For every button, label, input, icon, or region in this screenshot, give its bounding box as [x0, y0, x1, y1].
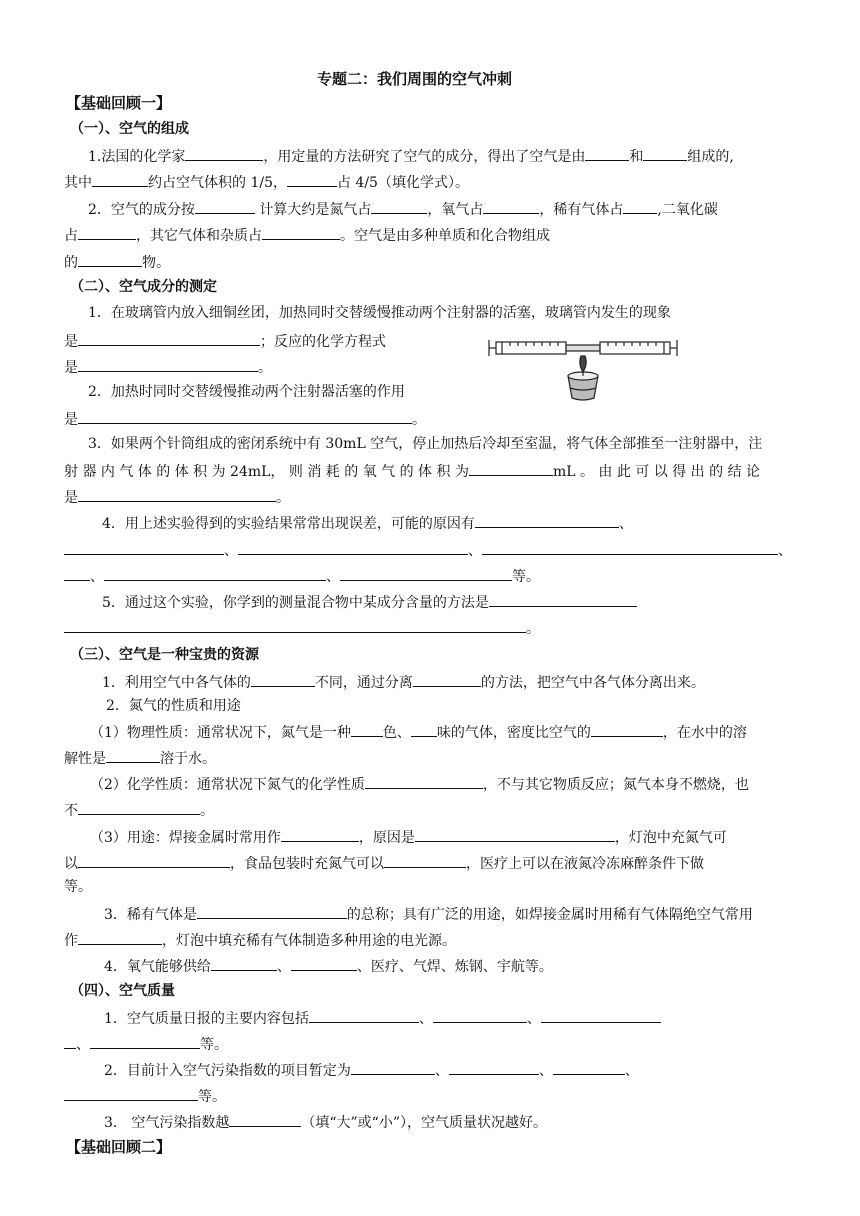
blank[interactable] — [195, 199, 255, 214]
s2-q4-line1: 4．用上述实验得到的实验结果常常出现误差，可能的原因有 、 — [102, 513, 633, 533]
blank[interactable] — [411, 722, 437, 737]
s2-q3-line2: 射 器 内 气 体 的 体 积 为 24mL， 则 消 耗 的 氧 气 的 体 积 为 mL 。 由 此 可 以 得 出 的 结 论 — [64, 461, 760, 481]
blank[interactable] — [541, 1008, 661, 1023]
blank[interactable] — [340, 566, 512, 581]
blank[interactable] — [623, 199, 657, 214]
s3-q1: 1．利用空气中各气体的 不同，通过分离 的方法，把空气中各气体分离出来。 — [102, 672, 705, 692]
blank[interactable] — [449, 1060, 539, 1075]
s3-q4: 4．氧气能够供给 、 、医疗、气焊、炼钢、宇航等。 — [104, 956, 553, 976]
blank[interactable] — [238, 540, 468, 555]
blank[interactable] — [104, 566, 326, 581]
s3-p3-line1: （3）用途：焊接金属时常用作 ，原因是 ，灯泡中充氮气可 — [90, 827, 727, 847]
page-title: 专题二：我们周围的空气冲刺 — [317, 70, 513, 88]
blank[interactable] — [413, 672, 481, 687]
blank[interactable] — [489, 592, 637, 607]
blank[interactable] — [351, 722, 383, 737]
blank[interactable] — [64, 540, 224, 555]
blank[interactable] — [384, 853, 466, 868]
blank[interactable] — [482, 540, 778, 555]
s3-p2-line2: 不 。 — [64, 800, 214, 820]
s2-q1-line2: 是 ；反应的化学方程式 — [64, 331, 386, 351]
s2-q5-line1: 5．通过这个实验，你学到的测量混合物中某成分含量的方法是 — [102, 592, 637, 612]
blank[interactable] — [591, 722, 663, 737]
heading-air-quality: （四）、空气质量 — [70, 983, 175, 999]
blank[interactable] — [309, 1008, 419, 1023]
blank[interactable] — [78, 930, 162, 945]
section-header-review1: 【基础回顾一】 — [66, 94, 172, 112]
blank[interactable] — [78, 409, 412, 424]
blank[interactable] — [64, 566, 90, 581]
heading-air-measurement: （二）、空气成分的测定 — [70, 279, 217, 295]
blank[interactable] — [415, 827, 615, 842]
blank[interactable] — [64, 1086, 198, 1101]
blank[interactable] — [433, 1008, 527, 1023]
blank[interactable] — [262, 225, 340, 240]
s2-q1-line1: 1．在玻璃管内放入细铜丝团，加热同时交替缓慢推动两个注射器的活塞，玻璃管内发生的现象 — [88, 305, 671, 321]
s3-p1-line1: （1）物理性质：通常状况下，氮气是一种 色、 味的气体，密度比空气的 ，在水中的溶 — [90, 722, 747, 742]
blank[interactable] — [78, 487, 276, 502]
blank[interactable] — [78, 800, 200, 815]
blank[interactable] — [251, 672, 315, 687]
blank[interactable] — [553, 1060, 625, 1075]
s3-q2: 2．氮气的性质和用途 — [106, 698, 241, 714]
blank[interactable] — [78, 853, 230, 868]
blank[interactable] — [78, 357, 258, 372]
blank[interactable] — [78, 331, 260, 346]
blank[interactable] — [483, 199, 539, 214]
s1-q1-line1: 1.法国的化学家 ，用定量的方法研究了空气的成分，得出了空气是由 和 组成的, — [88, 146, 734, 166]
heading-air-composition: （一）、空气的组成 — [70, 121, 189, 137]
section-header-review2: 【基础回顾二】 — [66, 1138, 172, 1156]
s2-q1-line3: 是 。 — [64, 357, 272, 377]
s3-p2-line1: （2）化学性质：通常状况下氮气的化学性质 ，不与其它物质反应；氮气本身不燃烧，也 — [90, 774, 749, 794]
heading-air-resource: （三）、空气是一种宝贵的资源 — [70, 647, 259, 663]
blank[interactable] — [78, 225, 136, 240]
blank[interactable] — [469, 461, 553, 476]
blank[interactable] — [64, 1034, 76, 1049]
s3-p3-line3: 等。 — [64, 879, 92, 895]
blank[interactable] — [371, 199, 427, 214]
blank[interactable] — [643, 146, 687, 161]
s3-q3-line2: 作 ，灯泡中填充稀有气体制造多种用途的电光源。 — [64, 930, 456, 950]
s1-q2-line3: 的 物。 — [64, 252, 170, 272]
blank[interactable] — [229, 1112, 301, 1127]
s2-q5-line2: 。 — [64, 618, 540, 638]
blank[interactable] — [351, 1060, 435, 1075]
s4-q2-line1: 2．目前计入空气污染指数的项目暂定为 、 、 、 — [104, 1060, 639, 1080]
blank[interactable] — [185, 146, 263, 161]
blank[interactable] — [78, 252, 142, 267]
s1-q1-line2: 其中 约占空气体积的 1/5， 占 4/5（填化学式）。 — [64, 172, 469, 192]
s4-q1-line1: 1．空气质量日报的主要内容包括 、 、 — [104, 1008, 661, 1028]
s3-p3-line2: 以 ，食品包装时充氮气可以 ，医疗上可以在液氮冷冻麻醉条件下做 — [64, 853, 704, 873]
s2-q4-line3: 、 、 等。 — [64, 566, 540, 586]
s2-q2-line2: 是 。 — [64, 409, 426, 429]
blank[interactable] — [475, 513, 619, 528]
blank[interactable] — [585, 146, 629, 161]
blank[interactable] — [197, 904, 347, 919]
blank[interactable] — [64, 618, 526, 633]
blank[interactable] — [90, 1034, 200, 1049]
blank[interactable] — [106, 748, 160, 763]
blank[interactable] — [287, 172, 337, 187]
blank[interactable] — [211, 956, 277, 971]
blank[interactable] — [365, 774, 483, 789]
s2-q2-line1: 2．加热时同时交替缓慢推动两个注射器活塞的作用 — [88, 384, 405, 400]
blank[interactable] — [92, 172, 148, 187]
s4-q3: 3． 空气污染指数越 （填“大”或“小”），空气质量状况越好。 — [104, 1112, 547, 1132]
blank[interactable] — [291, 956, 357, 971]
syringe-apparatus-figure — [486, 332, 686, 407]
blank[interactable] — [281, 827, 359, 842]
s3-q3-line1: 3．稀有气体是 的总称；具有广泛的用途，如焊接金属时用稀有气体隔绝空气常用 — [104, 904, 753, 924]
s1-q2-line2: 占 ，其它气体和杂质占 。空气是由多种单质和化合物组成 — [64, 225, 550, 245]
s2-q3-line3: 是 。 — [64, 487, 290, 507]
s3-p1-line2: 解性是 溶于水。 — [64, 748, 216, 768]
s2-q4-line2: 、 、 、 — [64, 540, 792, 560]
s2-q3-line1: 3．如果两个针筒组成的密闭系统中有 30mL 空气，停止加热后冷却至室温，将气体全部推至一注射器中，注 — [88, 436, 763, 452]
s4-q2-line2: 等。 — [64, 1086, 226, 1106]
s1-q2-line1: 2．空气的成分按 计算大约是氮气占 ，氧气占 ，稀有气体占 ,二氧化碳 — [88, 199, 718, 219]
s4-q1-line2: 、 等。 — [64, 1034, 228, 1054]
